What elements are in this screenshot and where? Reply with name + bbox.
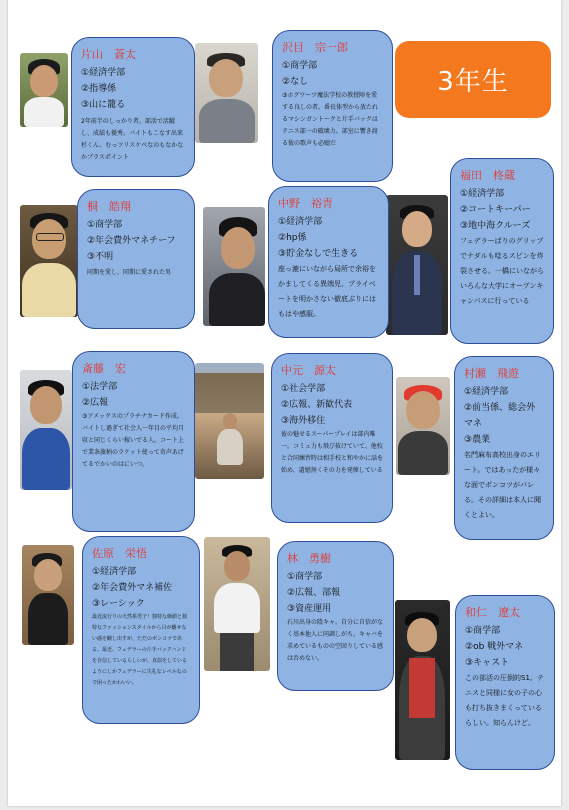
- member-name: 桐 皓翔: [87, 200, 131, 213]
- profile-card-saito: [72, 351, 195, 532]
- role: ②広報、新歓代表: [281, 400, 353, 410]
- profile-card-nakamoto: [271, 353, 393, 523]
- member-name: 福田 柊蔵: [460, 169, 515, 182]
- profile-card-nakano: [268, 186, 389, 338]
- profile-card-sahara: [82, 536, 200, 724]
- spring-plan: ③不明: [87, 252, 114, 262]
- profile-card-murase: [454, 356, 554, 540]
- member-description: 彼の魅せるスーパープレイは部内唯一。コミュ力も飛び抜けていて、他校と合同練習時は相手校と和やかに話を始め、遺憾無くその力を発揮している: [281, 431, 384, 474]
- spring-plan: ③農業: [464, 435, 491, 445]
- spring-plan: ③海外移住: [281, 416, 326, 426]
- spring-plan: ③資産運用: [287, 604, 332, 614]
- spring-plan: ③地中海クルーズ: [460, 221, 531, 231]
- role: ②年会費外マネ補佐: [92, 583, 173, 593]
- role: ②ob 戦外マネ: [465, 642, 524, 652]
- member-description: 2年前半のしっかり者。部活で活躍し、成績も優秀。バイトもこなす出来杉くん。むっツリスケベなのもなかなかプラスポイント: [81, 118, 184, 161]
- role: ②コートキーパー: [460, 205, 531, 215]
- member-description: 石川出身の陰キャ。自分に自信がなく基本他人に同調しがち。キャバを求めているものの空回りしている感は否めない。: [287, 619, 384, 662]
- spring-plan: ③山に籠る: [81, 100, 126, 110]
- faculty: ①経済学部: [460, 189, 505, 199]
- spring-plan: ③キャスト: [465, 658, 510, 668]
- member-name: 村瀬 飛遊: [464, 367, 519, 380]
- grade-badge: [395, 41, 551, 118]
- grade-badge-label: 3年生: [437, 67, 509, 97]
- faculty: ①経済学部: [81, 68, 126, 78]
- photo-fukuda: [386, 195, 448, 335]
- photo-katayama: [20, 53, 68, 127]
- member-description: ③ホグワーツ魔法学校の教授陣を愛する良しの者。番長体型から放たれるマシンガントークと片手バックはテニス部一の破壊力。部室に響き渡る彼の歌声も必聴だ: [282, 92, 379, 147]
- photo-nakamoto: [195, 363, 264, 479]
- photo-sahara: [22, 545, 74, 645]
- photo-sawame-card-left: [195, 43, 258, 143]
- profile-card-hayashi: [277, 541, 394, 691]
- faculty: ①商学部: [87, 220, 123, 230]
- photo-murase: [396, 377, 450, 475]
- member-name: 沢目 宗一郎: [282, 41, 348, 54]
- profile-card-sawame: [272, 30, 393, 182]
- photo-saito: [20, 370, 72, 490]
- role: ②年会費外マネチーフ: [87, 236, 176, 246]
- member-name: 斎藤 宏: [82, 362, 126, 375]
- role: ②広報: [82, 398, 109, 408]
- member-name: 林 勇樹: [287, 552, 331, 565]
- member-description: 名門麻布高校出身のエリート。ではあったが様々な面でポンコツがバレる。その詳細は本人に聞くとよい。: [464, 451, 541, 519]
- faculty: ①経済学部: [464, 387, 509, 397]
- member-description: 座っ漉にいながら局所で余裕をかましてくる異端児。プライベートを明かさない徹底ぶりにはもはや感服。: [278, 265, 376, 318]
- member-name: 片山 蒼太: [81, 48, 136, 61]
- member-description: 同期を愛し、同期に愛された男: [87, 269, 172, 276]
- photo-wani: [395, 600, 450, 760]
- faculty: ①経済学部: [92, 567, 137, 577]
- faculty: ①商学部: [465, 626, 501, 636]
- profile-card-katayama: [71, 37, 195, 177]
- spring-plan: ③レーシック: [92, 599, 145, 609]
- role: ②前当係、総会外マネ: [464, 403, 536, 429]
- role: ②hp係: [278, 233, 307, 243]
- member-description: ③アメックスのプラチナカード作成。バイトし過ぎて社会人一年目の平均月収と同じくらい稼いでる人。コート上で業条旗柄のラケット使って奇声あげてるでかいのはにいつ。: [82, 413, 185, 468]
- spring-plan: ③貯金なしで生きる: [278, 249, 359, 259]
- profile-card-kiri: [77, 189, 195, 329]
- member-name: 中元 源太: [281, 364, 336, 377]
- member-name: 中野 裕青: [278, 197, 333, 210]
- profile-card-wani: [455, 595, 555, 770]
- member-name: 佐原 栄悟: [92, 547, 147, 560]
- member-name: 和仁 遼太: [465, 606, 520, 619]
- faculty: ①法学部: [82, 382, 118, 392]
- faculty: ①社会学部: [281, 384, 326, 394]
- faculty: ①商学部: [287, 572, 323, 582]
- role: ②指導係: [81, 84, 117, 94]
- faculty: ①商学部: [282, 61, 318, 71]
- role: ②広報、部報: [287, 588, 341, 598]
- faculty: ①経済学部: [278, 217, 323, 227]
- member-description: 最近流行りの天然系男子！独特な価値と独特なファッションスタイルから目が離せない感を醸し出すが、ただのポンコツである。最近、フェデラーの片手バックハンドを自信しているらしいが、真似をしているようにしかフェデラーに失礼なレベルなので困ったかわいい。: [92, 614, 188, 686]
- photo-nakano: [203, 207, 265, 326]
- photo-kiri: [20, 205, 78, 317]
- role: ②なし: [282, 77, 309, 87]
- profile-card-fukuda: [450, 158, 554, 344]
- member-description: この部活の圧倒的S1。テニスと同様に女の子の心も打ち抜きまくっているらしい。知らんけど。: [465, 674, 544, 727]
- roster-page: [8, 0, 561, 806]
- photo-hayashi: [204, 537, 270, 671]
- member-description: フェデラーばりのグリップでナダルも唸るスピンを炸裂させる。一橋にいながらいろんな大学にオープンキャンパスに行っている: [460, 237, 544, 305]
